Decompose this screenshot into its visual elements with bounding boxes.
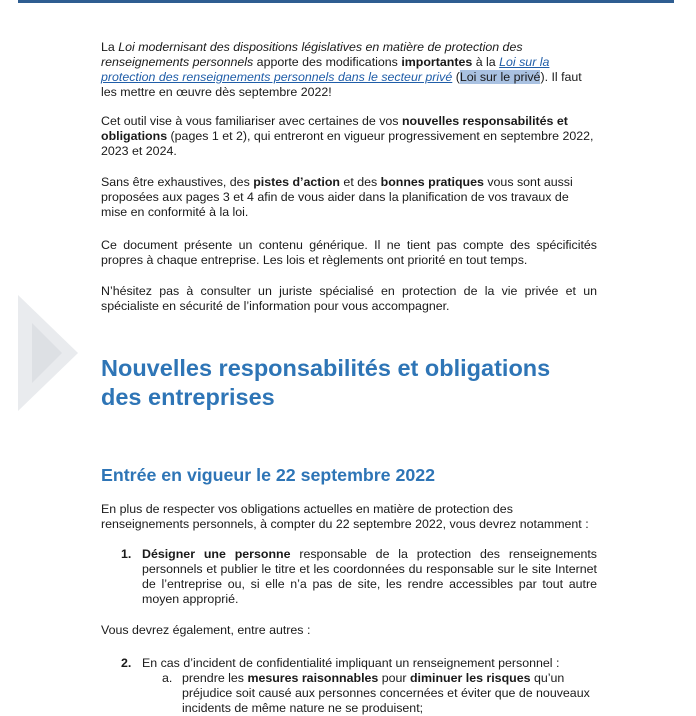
section-heading: Nouvelles responsabilités et obligations des entreprises [101,355,551,410]
intro-paragraph-4: Ce document présente un contenu générique. Il ne tient pas compte des spécificités propres à chaque entreprise. Les lois et règlements ont priorité en tout temps. [101,238,597,267]
obligations-list-2 [101,656,597,716]
list-item: 1. Désigner une personne responsable de la protection des renseignements personnels et publier le titre et les coordonnées du responsable sur le site Internet de l’entreprise ou, si elle n’a pas de site, les rendre accessibles par tout autre moyen approprié. [121,547,597,606]
list-number: 1. [121,547,132,561]
sub-list-letter: a. [162,671,173,685]
additional-obligations-intro: Vous devrez également, entre autres : [101,623,311,637]
private-sector-law-link[interactable]: Loi sur la protection des renseignements personnels dans le secteur privé [101,55,550,84]
law-title: Loi modernisant des dispositions législatives en matière de protection des renseignements personnels [101,40,523,69]
top-rule [18,0,674,3]
list-number: 2. [121,656,132,670]
intro-paragraph-1: La Loi modernisant des dispositions législatives en matière de protection des renseignements personnels apporte des modifications importantes à la Loi sur la protection des renseignements personnels dans le secteur privé (Loi sur le privé). Il faut les mettre en œuvre dès septembre 2022! [101,40,582,99]
sub-list-item: a. prendre les mesures raisonnables pour diminuer les risques qu’un préjudice soit causé aux personnes concernées et éviter que de nouveaux incidents de même nature ne se produisent; [162,671,590,715]
intro-paragraph-2: Cet outil vise à vous familiariser avec certaines de vos nouvelles responsabilités et obligations (pages 1 et 2), qui entreront en vigueur progressivement en septembre 2022, 2023 et 2024. [101,114,594,158]
selected-text-highlight: Loi sur le privé [459,70,541,84]
subsection-heading: Entrée en vigueur le 22 septembre 2022 [101,465,436,485]
obligations-list [101,547,597,607]
document-body [101,40,597,716]
intro-paragraph-3: Sans être exhaustives, des pistes d’action et des bonnes pratiques vous sont aussi proposées aux pages 3 et 4 afin de vous aider dans la planification de vos travaux de mise en conformité à la loi. [101,175,573,219]
subsection-intro: En plus de respecter vos obligations actuelles en matière de protection des renseignements personnels, à compter du 22 septembre 2022, vous devrez notamment : [101,502,589,531]
sub-list [142,671,597,716]
decorative-chevron [18,295,82,411]
intro-paragraph-5: N’hésitez pas à consulter un juriste spécialisé en protection de la vie privée et un spécialiste en sécurité de l’information pour vous accompagner. [101,284,597,313]
list-item: 2. En cas d’incident de confidentialité impliquant un renseignement personnel : a. prendre les mesures raisonnables pour diminuer les risques qu’un préjudice soit causé aux personnes concernées et éviter que de nouveaux incidents de même nature ne se produisent; [101,656,597,716]
